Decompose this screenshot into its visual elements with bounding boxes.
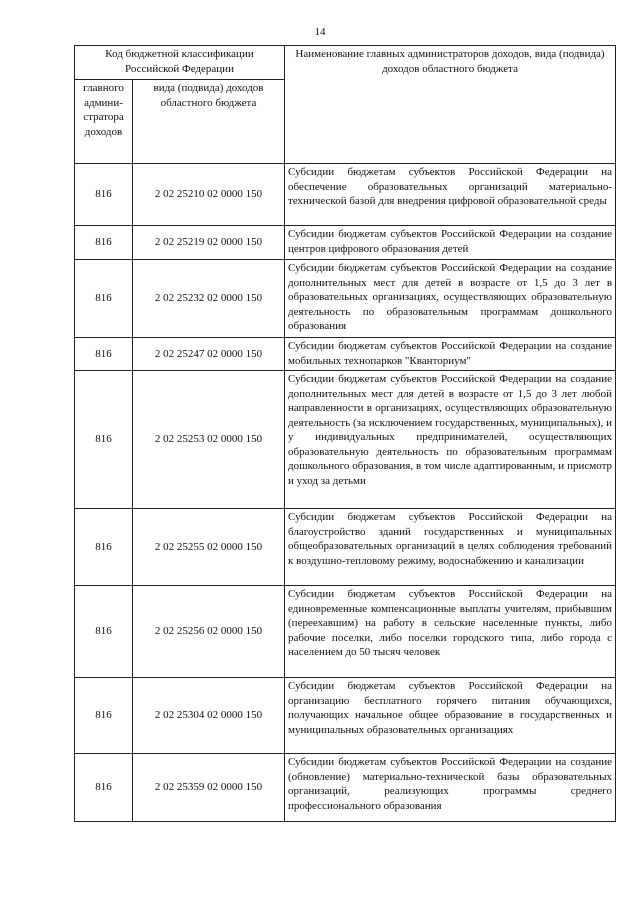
admin-code-cell: 816 — [75, 226, 133, 260]
table-row — [75, 586, 616, 678]
admin-code-cell: 816 — [75, 509, 133, 586]
page-number: 14 — [314, 26, 326, 38]
table-row — [75, 164, 616, 226]
table-row — [75, 371, 616, 509]
income-name-cell: Субсидии бюджетам субъектов Российской Федерации на организацию бесплатного горячего питания обучающихся, получающих начальное общее образование в государственных и муниципальных образовательных организациях — [285, 678, 616, 754]
admin-code-cell: 816 — [75, 260, 133, 338]
header-kbk-column: вида (подвида) доходов областного бюджета — [133, 80, 285, 164]
income-code-cell: 2 02 25304 02 0000 150 — [133, 678, 285, 754]
income-code-cell: 2 02 25219 02 0000 150 — [133, 226, 285, 260]
income-name-cell: Субсидии бюджетам субъектов Российской Федерации на создание (обновление) материально-технической базы образовательных организаций, реализующих программы среднего профессионального образования — [285, 754, 616, 822]
admin-code-cell: 816 — [75, 371, 133, 509]
header-code-group: Код бюджетной классификации Российской Федерации — [75, 46, 285, 80]
table-row — [75, 509, 616, 586]
income-name-cell: Субсидии бюджетам субъектов Российской Федерации на создание дополнительных мест для детей в возрасте от 1,5 до 3 лет любой направленности в организациях, осуществляющих образовательную деятельность (за исключением государственных, муниципальных), и у индивидуальных предпринимателей, осуществляющих образовательную деятельность по образовательным программам дошкольного образования, в том числе адаптированным, и присмотр и уход за детьми — [285, 371, 616, 509]
income-code-cell: 2 02 25253 02 0000 150 — [133, 371, 285, 509]
income-code-cell: 2 02 25256 02 0000 150 — [133, 586, 285, 678]
admin-code-cell: 816 — [75, 586, 133, 678]
table-row — [75, 754, 616, 822]
header-name-column: Наименование главных администраторов доходов, вида (подвида) доходов областного бюджета — [285, 46, 616, 164]
admin-code-cell: 816 — [75, 754, 133, 822]
income-code-cell: 2 02 25255 02 0000 150 — [133, 509, 285, 586]
admin-code-cell: 816 — [75, 678, 133, 754]
income-code-cell: 2 02 25359 02 0000 150 — [133, 754, 285, 822]
income-code-cell: 2 02 25247 02 0000 150 — [133, 338, 285, 371]
table-row — [75, 226, 616, 260]
income-name-cell: Субсидии бюджетам субъектов Российской Федерации на благоустройство зданий государственных и муниципальных общеобразовательных организаций в целях соблюдения требований к воздушно-тепловому режиму, водоснабжению и канализации — [285, 509, 616, 586]
table-row — [75, 678, 616, 754]
admin-code-cell: 816 — [75, 164, 133, 226]
table-row — [75, 260, 616, 338]
budget-classification-table — [74, 45, 616, 822]
income-name-cell: Субсидии бюджетам субъектов Российской Федерации на создание мобильных технопарков "Кванториум" — [285, 338, 616, 371]
income-name-cell: Субсидии бюджетам субъектов Российской Федерации на создание дополнительных мест для детей в возрасте от 1,5 до 3 лет в образовательных организациях, осуществляющих образовательную деятельность по образовательным программам дошкольного образования — [285, 260, 616, 338]
header-admin-column: главного админи-стратора доходов — [75, 80, 133, 164]
income-name-cell: Субсидии бюджетам субъектов Российской Федерации на единовременные компенсационные выплаты учителям, прибывшим (переехавшим) на работу в сельские населенные пункты, либо рабочие поселки, либо поселки городского типа, либо города с населением до 50 тысяч человек — [285, 586, 616, 678]
admin-code-cell: 816 — [75, 338, 133, 371]
income-name-cell: Субсидии бюджетам субъектов Российской Федерации на обеспечение образовательных организаций материально-технической базой для внедрения цифровой образовательной среды — [285, 164, 616, 226]
income-code-cell: 2 02 25210 02 0000 150 — [133, 164, 285, 226]
income-name-cell: Субсидии бюджетам субъектов Российской Федерации на создание центров цифрового образования детей — [285, 226, 616, 260]
income-code-cell: 2 02 25232 02 0000 150 — [133, 260, 285, 338]
table-row — [75, 338, 616, 371]
